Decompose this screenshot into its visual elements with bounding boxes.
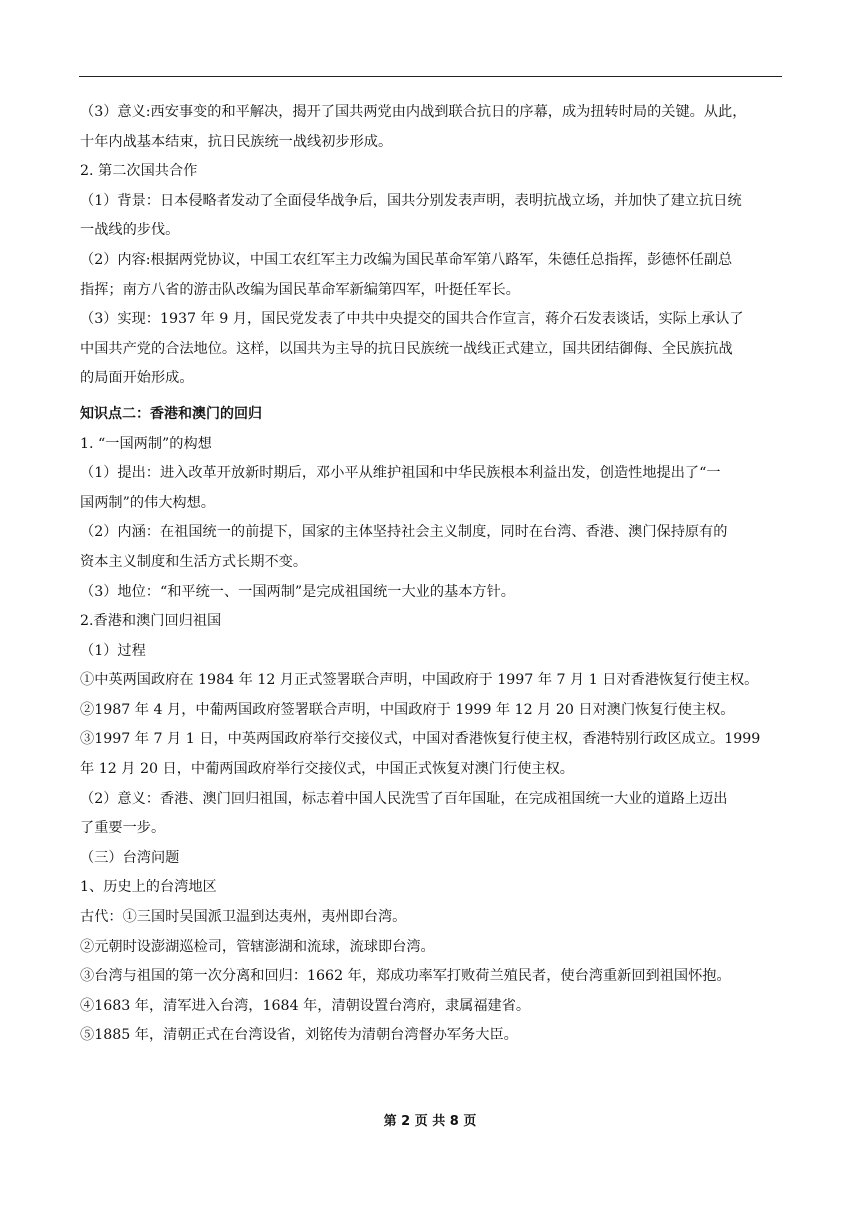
text-line: 了重要一步。 bbox=[80, 820, 166, 837]
text-line: ①中英两国政府在 1984 年 12 月正式签署联合声明，中国政府于 1997 年 7 月 1 日对香港恢复行使主权。 bbox=[80, 672, 759, 689]
text-line: 资本主义制度和生活方式长期不变。 bbox=[80, 553, 308, 570]
header-rule bbox=[79, 76, 782, 77]
subheading-one-country-two-systems: 1. “一国两制”的构想 bbox=[80, 435, 212, 452]
text-line: （2）意义：香港、澳门回归祖国，标志着中国人民洗雪了百年国耻，在完成祖国统一大业的道路上迈出 bbox=[80, 790, 728, 807]
text-line: （3）意义:西安事变的和平解决，揭开了国共两党由内战到联合抗日的序幕，成为扭转时局的关键。从此， bbox=[80, 104, 747, 120]
subheading-second-cooperation: 2. 第二次国共合作 bbox=[80, 163, 198, 180]
subheading-taiwan-history: 1、历史上的台湾地区 bbox=[80, 879, 217, 896]
text-line: （2）内涵：在祖国统一的前提下，国家的主体坚持社会主义制度，同时在台湾、香港、澳门保持原有的 bbox=[80, 524, 728, 541]
subheading-taiwan: （三）台湾问题 bbox=[80, 849, 180, 866]
text-line: 的局面开始形成。 bbox=[80, 370, 194, 387]
section-heading: 知识点二：香港和澳门的回归 bbox=[80, 405, 262, 422]
text-line: 指挥；南方八省的游击队改编为国民革命军新编第四军，叶挺任军长。 bbox=[80, 281, 520, 298]
text-line: （3）地位：“和平统一、一国两制”是完成祖国统一大业的基本方针。 bbox=[80, 583, 515, 600]
text-line: ④1683 年，清军进入台湾，1684 年，清朝设置台湾府，隶属福建省。 bbox=[80, 997, 531, 1014]
text-line: ②1987 年 4 月，中葡两国政府签署联合声明，中国政府于 1999 年 12 月 20 日对澳门恢复行使主权。 bbox=[80, 701, 735, 718]
page-footer: 第 2 页 共 8 页 bbox=[383, 1114, 477, 1129]
text-line: （1）过程 bbox=[80, 642, 146, 659]
text-line: ③1997 年 7 月 1 日，中英两国政府举行交接仪式，中国对香港恢复行使主权，香港特别行政区成立。1999 bbox=[80, 731, 761, 748]
text-line: ③台湾与祖国的第一次分离和回归：1662 年，郑成功率军打败荷兰殖民者，使台湾重新回到祖国怀抱。 bbox=[80, 968, 731, 985]
text-line: 年 12 月 20 日，中葡两国政府举行交接仪式，中国正式恢复对澳门行使主权。 bbox=[80, 761, 574, 778]
text-line: ⑤1885 年，清朝正式在台湾设省，刘铭传为清朝台湾督办军务大臣。 bbox=[80, 1027, 518, 1044]
text-line: （1）提出：进入改革开放新时期后，邓小平从维护祖国和中华民族根本利益出发，创造性地提出了“一 bbox=[80, 465, 721, 482]
text-line: 十年内战基本结束，抗日民族统一战线初步形成。 bbox=[80, 133, 393, 150]
text-line: 中国共产党的合法地位。这样，以国共为主导的抗日民族统一战线正式建立，国共团结御侮、全民族抗战 bbox=[80, 340, 733, 357]
text-line: （3）实现：1937 年 9 月，国民党发表了中共中央提交的国共合作宣言，蒋介石发表谈话，实际上承认了 bbox=[80, 311, 744, 328]
document-body bbox=[80, 98, 784, 1051]
text-line: 一战线的步伐。 bbox=[80, 222, 180, 239]
text-line: ②元朝时设澎湖巡检司，管辖澎湖和流球，流球即台湾。 bbox=[80, 938, 435, 955]
subheading-return: 2.香港和澳门回归祖国 bbox=[80, 613, 222, 630]
text-line: （1）背景：日本侵略者发动了全面侵华战争后，国共分别发表声明，表明抗战立场，并加快了建立抗日统 bbox=[80, 192, 742, 209]
text-line: （2）内容:根据两党协议，中国工农红军主力改编为国民革命军第八路军，朱德任总指挥，彭德怀任副总 bbox=[80, 251, 733, 268]
text-line: 国两制”的伟大构想。 bbox=[80, 494, 215, 511]
text-line: 古代：①三国时吴国派卫温到达夷州，夷州即台湾。 bbox=[80, 909, 407, 926]
